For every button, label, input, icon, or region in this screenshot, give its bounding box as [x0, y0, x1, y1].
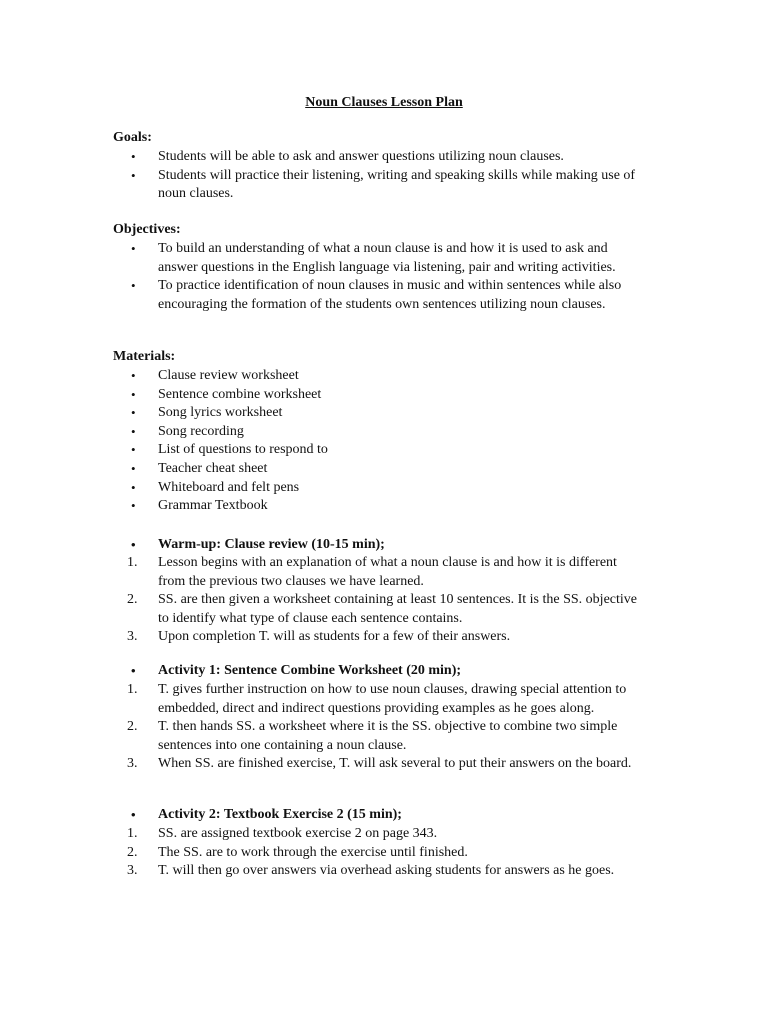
list-item	[131, 277, 641, 314]
materials-list	[131, 367, 641, 516]
activity2-steps	[127, 825, 641, 881]
section-heading	[131, 536, 641, 555]
number-marker: 2.	[127, 592, 138, 608]
warmup-steps	[127, 554, 641, 647]
bullet-marker: •	[131, 386, 136, 402]
objectives-list	[131, 240, 641, 314]
materials-heading: Materials:	[113, 349, 176, 364]
list-item	[131, 423, 641, 442]
goals-list	[131, 148, 641, 204]
material-text: Song recording	[158, 423, 244, 439]
list-item	[131, 386, 641, 405]
bullet-marker: •	[131, 149, 136, 164]
bullet-marker: •	[131, 423, 136, 439]
list-item	[127, 591, 641, 628]
list-item	[131, 460, 641, 479]
bullet-marker: •	[131, 479, 136, 495]
list-item	[127, 681, 641, 718]
list-item	[127, 755, 641, 774]
list-item	[127, 554, 641, 591]
bullet-marker: •	[131, 167, 136, 183]
warmup-heading: Warm-up: Clause review (10-15 min);	[158, 537, 385, 552]
activity1-heading: Activity 1: Sentence Combine Worksheet (20 min);	[158, 663, 462, 678]
bullet-marker: •	[131, 663, 136, 678]
bullet-marker: •	[131, 442, 136, 458]
list-item	[131, 404, 641, 423]
number-marker: 3.	[127, 863, 138, 879]
bullet-marker: •	[131, 368, 136, 383]
material-text: Whiteboard and felt pens	[158, 479, 300, 495]
bullet-marker: •	[131, 241, 136, 256]
material-text: Teacher cheat sheet	[158, 460, 268, 476]
list-item	[131, 497, 641, 516]
step-text: SS. are assigned textbook exercise 2 on page 343.	[158, 826, 438, 841]
list-item	[131, 240, 641, 277]
step-text: Lesson begins with an explanation of what a noun clause is and how it is different from the previous two clauses we have learned.	[158, 555, 617, 589]
section-heading	[131, 806, 641, 825]
number-marker: 3.	[127, 756, 138, 772]
bullet-marker: •	[131, 807, 136, 822]
step-text: T. gives further instruction on how to use noun clauses, drawing special attention to embedded, direct and indirect questions providing examples as he goes along.	[158, 682, 627, 716]
material-text: Song lyrics worksheet	[158, 405, 283, 421]
number-marker: 1.	[127, 555, 138, 570]
bullet-marker: •	[131, 498, 136, 514]
list-item	[131, 367, 641, 386]
number-marker: 1.	[127, 682, 138, 697]
step-text: The SS. are to work through the exercise until finished.	[158, 844, 468, 860]
number-marker: 2.	[127, 844, 138, 860]
activity1-steps	[127, 681, 641, 774]
bullet-marker: •	[131, 460, 136, 476]
list-item	[127, 718, 641, 755]
activity1-heading-list	[131, 662, 641, 681]
number-marker: 3.	[127, 629, 138, 645]
step-text: T. then hands SS. a worksheet where it is the SS. objective to combine two simple sentences into one containing a noun clause.	[158, 719, 618, 753]
step-text: When SS. are finished exercise, T. will ask several to put their answers on the board.	[158, 756, 632, 772]
list-item	[131, 167, 641, 204]
number-marker: 1.	[127, 826, 138, 841]
material-text: Grammar Textbook	[158, 498, 268, 514]
list-item	[131, 479, 641, 498]
step-text: Upon completion T. will as students for a few of their answers.	[158, 629, 511, 645]
goal-text: Students will be able to ask and answer questions utilizing noun clauses.	[158, 149, 564, 164]
list-item	[131, 148, 641, 167]
section-heading	[131, 662, 641, 681]
bullet-marker: •	[131, 405, 136, 421]
material-text: Sentence combine worksheet	[158, 386, 322, 402]
list-item	[127, 825, 641, 844]
bullet-marker: •	[131, 278, 136, 294]
activity2-heading-list	[131, 806, 641, 825]
goals-heading: Goals:	[113, 130, 152, 145]
list-item	[127, 628, 641, 647]
material-text: List of questions to respond to	[158, 442, 328, 458]
list-item	[127, 844, 641, 863]
step-text: SS. are then given a worksheet containing at least 10 sentences. It is the SS. objective to identify what type of clause each sentence contains.	[158, 592, 637, 626]
list-item	[127, 862, 641, 881]
number-marker: 2.	[127, 719, 138, 735]
activity2-heading: Activity 2: Textbook Exercise 2 (15 min);	[158, 807, 402, 822]
page-title: Noun Clauses Lesson Plan	[305, 95, 463, 110]
list-item	[131, 441, 641, 460]
bullet-marker: •	[131, 537, 136, 552]
step-text: T. will then go over answers via overhead asking students for answers as he goes.	[158, 863, 615, 879]
warmup-heading-list	[131, 536, 641, 555]
material-text: Clause review worksheet	[158, 368, 299, 383]
objective-text: To build an understanding of what a noun clause is and how it is used to ask and answer questions in the English language via listening, pair and writing activities.	[158, 241, 616, 275]
objectives-heading: Objectives:	[113, 222, 181, 237]
goal-text: Students will practice their listening, writing and speaking skills while making use of noun clauses.	[158, 167, 636, 202]
objective-text: To practice identification of noun clauses in music and within sentences while also encouraging the formation of the students own sentences utilizing noun clauses.	[158, 278, 622, 312]
